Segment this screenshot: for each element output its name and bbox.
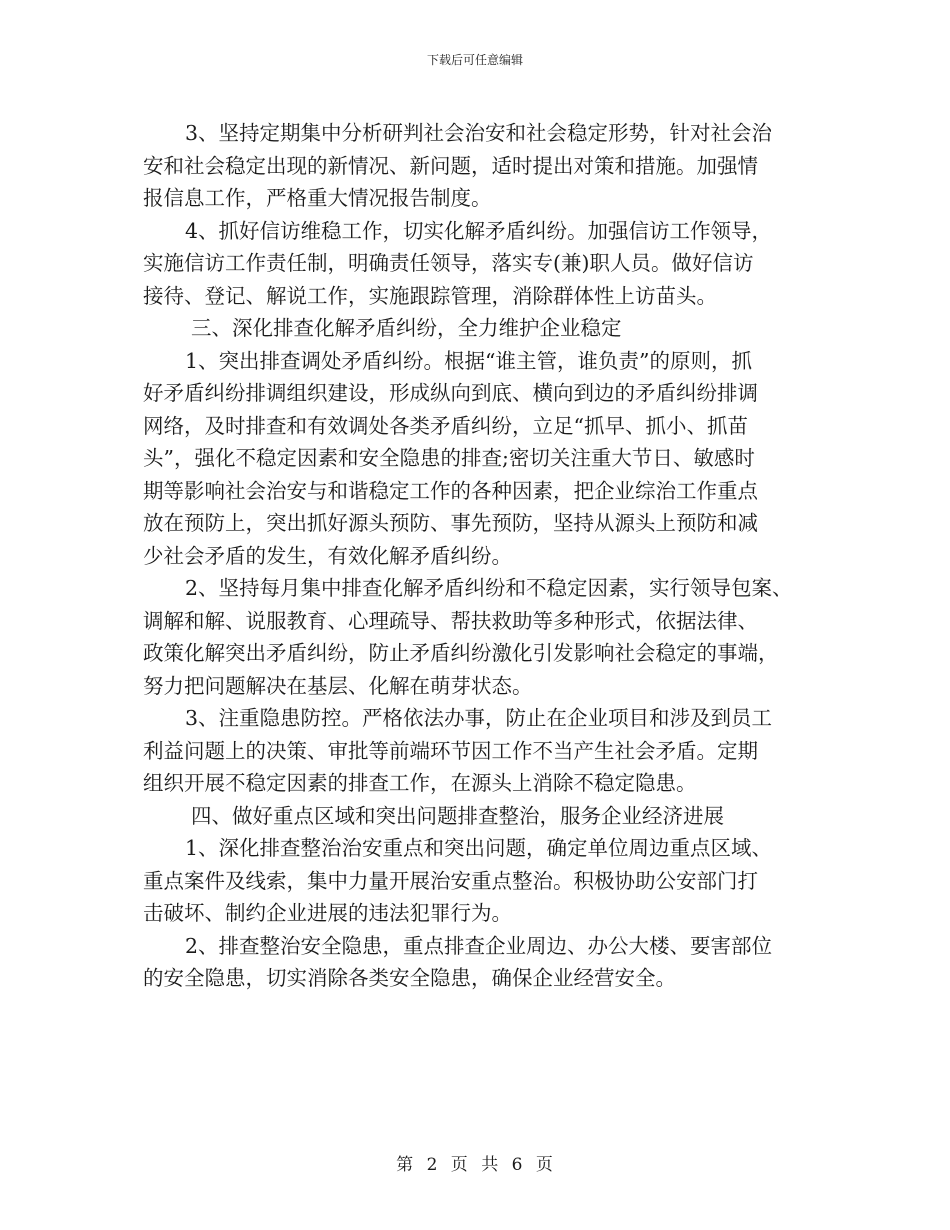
text-line: 3、坚持定期集中分析研判社会治安和社会稳定形势，针对社会治 bbox=[185, 121, 773, 145]
text-line: 3、注重隐患防控。严格依法办事，防止在企业项目和涉及到员工 bbox=[185, 706, 773, 730]
section-heading bbox=[143, 312, 823, 345]
document-body bbox=[143, 117, 823, 995]
text-line: 好矛盾纠纷排调组织建设，形成纵向到底、横向到边的矛盾纠纷排调 bbox=[143, 381, 758, 405]
paragraph bbox=[143, 930, 823, 995]
text-line: 2、坚持每月集中排查化解矛盾纠纷和不稳定因素，实行领导包案、 bbox=[185, 576, 793, 600]
text-line: 接待、登记、解说工作，实施跟踪管理，消除群体性上访苗头。 bbox=[143, 283, 717, 308]
text-line: 网络，及时排查和有效调处各类矛盾纠纷，立足“抓早、抓小、抓苗 bbox=[143, 413, 748, 438]
text-line: 重点案件及线索，集中力量开展治安重点整治。积极协助公安部门打 bbox=[143, 868, 758, 893]
section-heading bbox=[143, 800, 823, 833]
text-line: 1、深化排查整治治安重点和突出问题，确定单位周边重点区域、 bbox=[185, 836, 773, 860]
paragraph bbox=[143, 117, 823, 215]
text-line: 2、排查整治安全隐患，重点排查企业周边、办公大楼、要害部位 bbox=[185, 933, 773, 958]
text-line: 努力把问题解决在基层、化解在萌芽状态。 bbox=[143, 673, 533, 698]
text-line: 安和社会稳定出现的新情况、新问题，适时提出对策和措施。加强情 bbox=[143, 153, 758, 178]
text-line: 调解和解、说服教育、心理疏导、帮扶救助等多种形式，依据法律、 bbox=[143, 608, 758, 633]
text-line: 击破坏、制约企业进展的违法犯罪行为。 bbox=[143, 901, 512, 925]
page-number: 第 2 页 共 6 页 bbox=[396, 1155, 554, 1175]
paragraph bbox=[143, 702, 823, 800]
text-line: 1、突出排查调处矛盾纠纷。根据“谁主管，谁负责”的原则，抓 bbox=[185, 348, 753, 373]
text-line: 放在预防上，突出抓好源头预防、事先预防，坚持从源头上预防和减 bbox=[143, 511, 758, 535]
text-line: 政策化解突出矛盾纠纷，防止矛盾纠纷激化引发影响社会稳定的事端， bbox=[143, 641, 779, 665]
paragraph bbox=[143, 215, 823, 313]
text-line: 报信息工作，严格重大情况报告制度。 bbox=[143, 186, 492, 210]
text-line: 的安全隐患，切实消除各类安全隐患，确保企业经营安全。 bbox=[143, 966, 676, 990]
paragraph bbox=[143, 345, 823, 573]
text-line: 少社会矛盾的发生，有效化解矛盾纠纷。 bbox=[143, 543, 512, 568]
page-header-note: 下载后可任意编辑 bbox=[426, 53, 523, 67]
text-line: 四、做好重点区域和突出问题排查整治，服务企业经济进展 bbox=[191, 803, 724, 828]
text-line: 利益问题上的决策、审批等前端环节因工作不当产生社会矛盾。定期 bbox=[143, 738, 758, 763]
text-line: 4、抓好信访维稳工作，切实化解矛盾纠纷。加强信访工作领导， bbox=[185, 218, 773, 243]
text-line: 期等影响社会治安与和谐稳定工作的各种因素，把企业综治工作重点 bbox=[143, 478, 758, 503]
text-line: 实施信访工作责任制，明确责任领导，落实专(兼)职人员。做好信访 bbox=[143, 251, 754, 275]
paragraph bbox=[143, 832, 823, 930]
text-line: 头”，强化不稳定因素和安全隐患的排查;密切关注重大节日、敏感时 bbox=[143, 446, 755, 470]
paragraph bbox=[143, 572, 823, 702]
text-line: 组织开展不稳定因素的排查工作，在源头上消除不稳定隐患。 bbox=[143, 771, 697, 795]
text-line: 三、深化排查化解矛盾纠纷，全力维护企业稳定 bbox=[191, 316, 622, 340]
